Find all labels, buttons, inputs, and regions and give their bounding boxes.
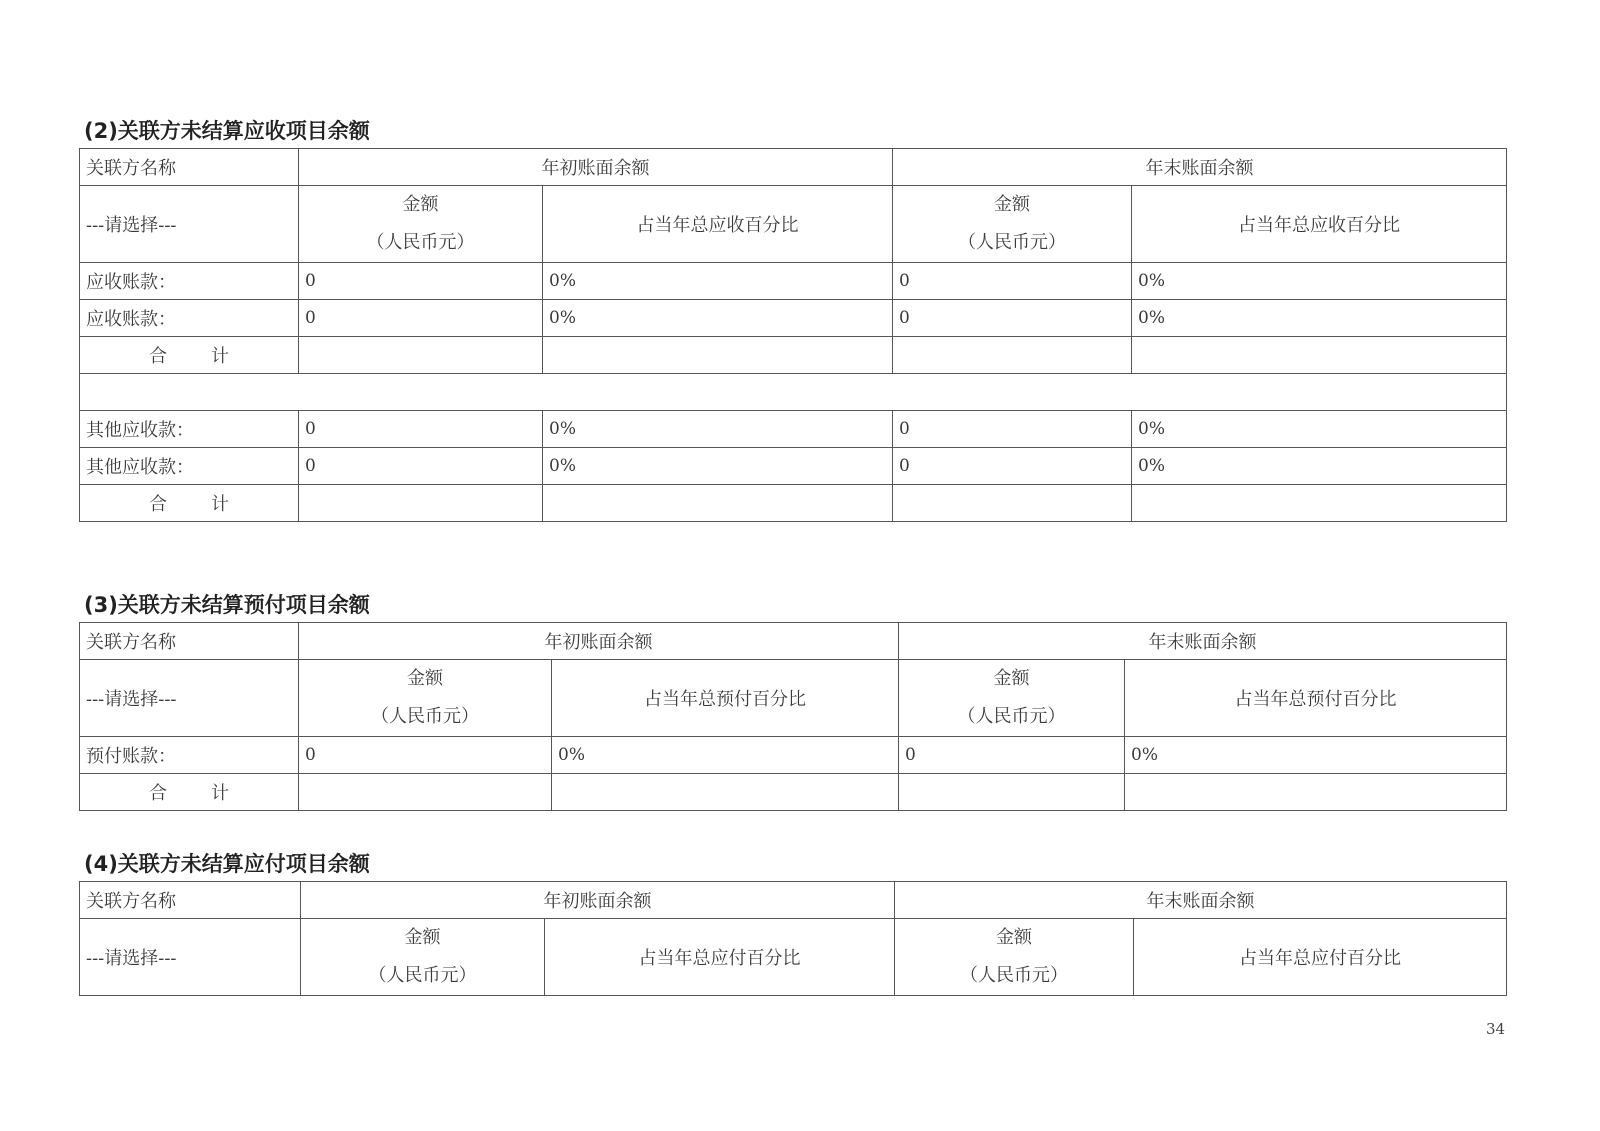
currency-label: （人民币元） <box>958 232 1066 253</box>
end-amount-cell: 0 <box>893 411 1132 448</box>
begin-pct-cell: 0% <box>552 737 899 774</box>
end-amount-cell: 0 <box>893 263 1132 300</box>
begin-amount-cell: 0 <box>299 737 552 774</box>
name-column-header: 关联方名称 <box>80 623 299 660</box>
end-amount-header <box>895 919 1134 996</box>
end-amount-header <box>899 660 1125 737</box>
currency-label: （人民币元） <box>371 706 479 727</box>
begin-amount-cell: 0 <box>299 300 543 337</box>
end-pct-cell: 0% <box>1132 448 1507 485</box>
end-amount-cell: 0 <box>893 448 1132 485</box>
total-label: 合 计 <box>80 337 299 374</box>
name-column-header: 关联方名称 <box>80 149 299 186</box>
row-label: 应收账款： <box>80 300 299 337</box>
section-title-prepayments: (3)关联方未结算预付项目余额 <box>84 593 370 617</box>
total-row <box>80 774 1507 811</box>
spacer-row <box>80 374 1507 411</box>
begin-amount-cell: 0 <box>299 263 543 300</box>
page-number: 34 <box>1486 1020 1506 1038</box>
begin-amount-header <box>299 186 543 263</box>
amount-label: 金额 <box>407 668 443 689</box>
end-amount-cell: 0 <box>899 737 1125 774</box>
row-label: 其他应收款： <box>80 411 299 448</box>
end-pct-cell: 0% <box>1125 737 1507 774</box>
begin-pct-cell: 0% <box>543 448 893 485</box>
name-column-header: 关联方名称 <box>80 882 301 919</box>
party-select-dropdown[interactable]: ---请选择--- <box>80 660 299 737</box>
receivables-table <box>79 148 1507 522</box>
party-select-dropdown[interactable]: ---请选择--- <box>80 919 301 996</box>
end-pct-cell: 0% <box>1132 263 1507 300</box>
amount-label: 金额 <box>402 194 439 215</box>
currency-label: （人民币元） <box>368 965 477 986</box>
begin-amount-cell: 0 <box>299 448 543 485</box>
total-row <box>80 485 1507 522</box>
end-amount-header <box>893 186 1132 263</box>
total-label: 合 计 <box>80 774 299 811</box>
amount-label: 金额 <box>993 668 1030 689</box>
begin-pct-cell: 0% <box>543 300 893 337</box>
begin-pct-header: 占当年总预付百分比 <box>552 660 899 737</box>
begin-pct-header: 占当年总应付百分比 <box>545 919 895 996</box>
section-title-payables: (4)关联方未结算应付项目余额 <box>84 852 370 876</box>
end-balance-header: 年末账面余额 <box>893 149 1507 186</box>
amount-label: 金额 <box>404 927 441 948</box>
table-row <box>80 411 1507 448</box>
begin-amount-header <box>301 919 545 996</box>
begin-pct-cell: 0% <box>543 411 893 448</box>
end-pct-cell: 0% <box>1132 300 1507 337</box>
begin-amount-header <box>299 660 552 737</box>
section-title-receivables: (2)关联方未结算应收项目余额 <box>84 119 370 143</box>
currency-label: （人民币元） <box>960 965 1068 986</box>
row-label: 预付账款： <box>80 737 299 774</box>
table-row <box>80 448 1507 485</box>
total-row <box>80 337 1507 374</box>
amount-label: 金额 <box>996 927 1032 948</box>
end-pct-header: 占当年总应付百分比 <box>1134 919 1507 996</box>
end-balance-header: 年末账面余额 <box>895 882 1507 919</box>
table-row <box>80 300 1507 337</box>
prepayments-table <box>79 622 1507 811</box>
row-label: 其他应收款： <box>80 448 299 485</box>
begin-balance-header: 年初账面余额 <box>299 149 893 186</box>
total-label: 合 计 <box>80 485 299 522</box>
payables-table <box>79 881 1507 996</box>
begin-amount-cell: 0 <box>299 411 543 448</box>
begin-pct-cell: 0% <box>543 263 893 300</box>
table-row <box>80 737 1507 774</box>
begin-balance-header: 年初账面余额 <box>299 623 899 660</box>
currency-label: （人民币元） <box>366 232 475 253</box>
end-pct-header: 占当年总预付百分比 <box>1125 660 1507 737</box>
begin-balance-header: 年初账面余额 <box>301 882 895 919</box>
row-label: 应收账款： <box>80 263 299 300</box>
currency-label: （人民币元） <box>957 706 1066 727</box>
table-row <box>80 263 1507 300</box>
amount-label: 金额 <box>994 194 1030 215</box>
end-pct-cell: 0% <box>1132 411 1507 448</box>
end-pct-header: 占当年总应收百分比 <box>1132 186 1507 263</box>
begin-pct-header: 占当年总应收百分比 <box>543 186 893 263</box>
end-balance-header: 年末账面余额 <box>899 623 1507 660</box>
party-select-dropdown[interactable]: ---请选择--- <box>80 186 299 263</box>
end-amount-cell: 0 <box>893 300 1132 337</box>
